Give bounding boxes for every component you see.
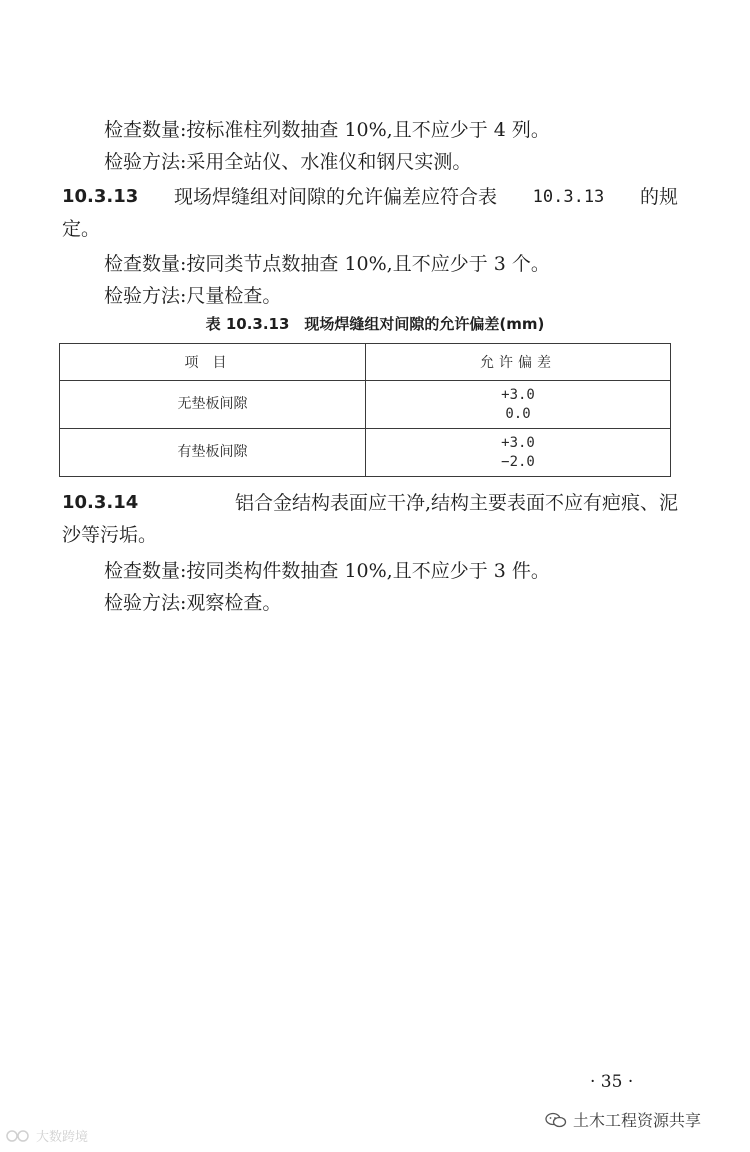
- logo-icon: [6, 1129, 32, 1143]
- clause-10-3-14-line: [62, 489, 678, 517]
- deviation-table: [59, 343, 671, 477]
- inspection-quantity-line: 检查数量:按标准柱列数抽查 10%,且不应少于 4 列。: [104, 119, 550, 141]
- header-deviation: 允许偏差: [366, 344, 671, 381]
- deviation-lower: 0.0: [505, 405, 531, 422]
- clause-10-3-13-continuation: 定。: [62, 218, 101, 240]
- inspection-method-line: 检验方法:观察检查。: [104, 592, 282, 614]
- watermark-left-text: 大数跨境: [36, 1130, 89, 1145]
- table-header-row: [60, 344, 671, 381]
- clause-10-3-13-seg3: 的规: [639, 186, 678, 208]
- clause-10-3-14-continuation: 沙等污垢。: [62, 524, 158, 546]
- header-item: 项目: [60, 344, 366, 381]
- wechat-icon: [545, 1112, 567, 1128]
- clause-10-3-13-number: 10.3.13: [62, 186, 139, 207]
- table-row: [60, 429, 671, 477]
- clause-10-3-13-line: [62, 183, 678, 211]
- clause-10-3-13-seg1: 现场焊缝组对间隙的允许偏差应符合表: [173, 186, 497, 208]
- deviation-upper: +3.0: [501, 386, 535, 403]
- inspection-method-line: 检验方法:采用全站仪、水准仪和钢尺实测。: [104, 151, 472, 173]
- row-deviation: [366, 429, 671, 477]
- table-caption: 表 10.3.13 现场焊缝组对间隙的允许偏差(mm): [205, 315, 545, 333]
- inspection-method-line: 检验方法:尺量检查。: [104, 285, 282, 307]
- inspection-quantity-line: 检查数量:按同类节点数抽查 10%,且不应少于 3 个。: [104, 253, 550, 275]
- inspection-quantity-line: 检查数量:按同类构件数抽查 10%,且不应少于 3 件。: [104, 560, 550, 582]
- deviation-lower: −2.0: [501, 453, 535, 470]
- clause-10-3-14-seg1: 铝合金结构表面应干净,结构主要表面不应有疤痕、泥: [234, 492, 678, 514]
- watermark-left: [6, 1126, 88, 1145]
- watermark-right: [545, 1108, 701, 1131]
- clause-10-3-13-seg2: 10.3.13: [532, 187, 605, 207]
- row-item-name: 有垫板间隙: [60, 429, 366, 477]
- table-row: [60, 381, 671, 429]
- watermark-right-text: 土木工程资源共享: [573, 1111, 702, 1130]
- deviation-upper: +3.0: [501, 434, 535, 451]
- row-item-name: 无垫板间隙: [60, 381, 366, 429]
- row-deviation: [366, 381, 671, 429]
- clause-10-3-14-number: 10.3.14: [62, 492, 139, 513]
- page-number: · 35 ·: [590, 1072, 634, 1092]
